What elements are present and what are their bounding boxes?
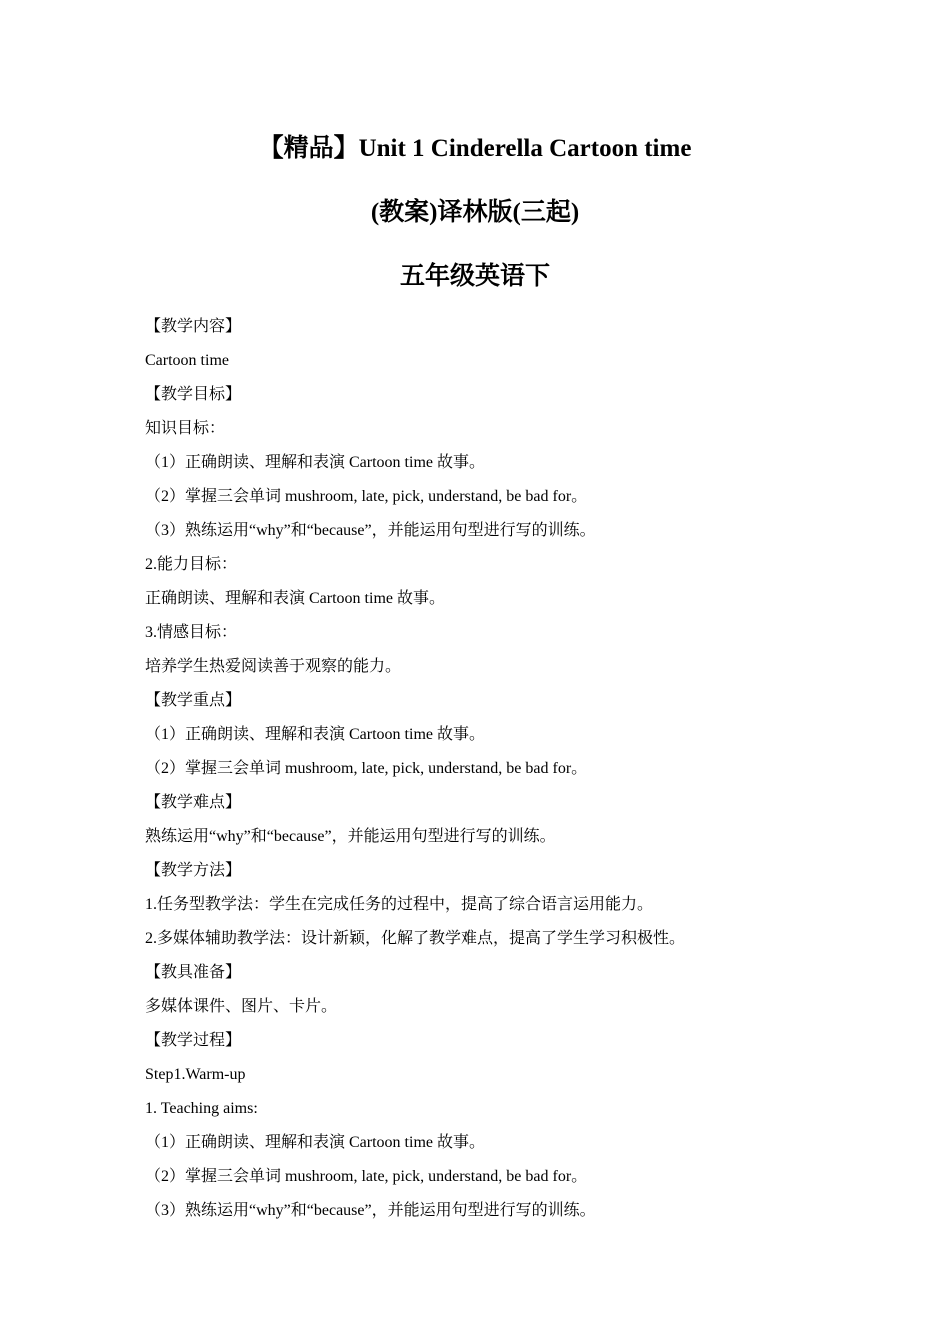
paragraph: 正确朗读、理解和表演 Cartoon time 故事。 <box>145 590 445 607</box>
list-item: （2）掌握三会单词 mushroom, late, pick, understand, be bad for。 <box>145 1168 588 1185</box>
list-item: （1）正确朗读、理解和表演 Cartoon time 故事。 <box>145 726 485 743</box>
paragraph: 知识目标： <box>145 420 226 437</box>
paragraph: Step1.Warm-up <box>145 1066 246 1083</box>
section-heading-objectives: 【教学目标】 <box>145 386 242 403</box>
title-line-1: 【精品】Unit 1 Cinderella Cartoon time <box>258 135 692 162</box>
list-item: （2）掌握三会单词 mushroom, late, pick, understand, be bad for。 <box>145 760 588 777</box>
section-heading-key-points: 【教学重点】 <box>145 692 242 709</box>
paragraph: 3.情感目标： <box>145 624 238 641</box>
section-heading-difficulties: 【教学难点】 <box>145 794 242 811</box>
list-item: 1.任务型教学法：学生在完成任务的过程中，提高了综合语言运用能力。 <box>145 896 654 913</box>
list-item: （2）掌握三会单词 mushroom, late, pick, understand, be bad for。 <box>145 488 588 505</box>
paragraph: 2.能力目标： <box>145 556 238 573</box>
list-item: （1）正确朗读、理解和表演 Cartoon time 故事。 <box>145 1134 485 1151</box>
title-line-2: (教案)译林版(三起) <box>370 199 580 226</box>
section-heading-content: 【教学内容】 <box>145 318 242 335</box>
paragraph: 多媒体课件、图片、卡片。 <box>145 998 338 1015</box>
section-heading-process: 【教学过程】 <box>145 1032 242 1049</box>
paragraph: 1. Teaching aims: <box>145 1100 258 1117</box>
section-heading-materials: 【教具准备】 <box>145 964 242 981</box>
paragraph: 培养学生热爱阅读善于观察的能力。 <box>145 658 402 675</box>
document-body <box>145 313 905 1231</box>
list-item: （3）熟练运用“why”和“because”，并能运用句型进行写的训练。 <box>145 522 596 539</box>
title-line-3: 五年级英语下 <box>399 263 550 290</box>
list-item: （1）正确朗读、理解和表演 Cartoon time 故事。 <box>145 454 485 471</box>
section-heading-methods: 【教学方法】 <box>145 862 242 879</box>
paragraph: Cartoon time <box>145 352 229 369</box>
paragraph: 熟练运用“why”和“because”，并能运用句型进行写的训练。 <box>145 828 556 845</box>
list-item: 2.多媒体辅助教学法：设计新颖，化解了教学难点，提高了学生学习积极性。 <box>145 930 686 947</box>
list-item: （3）熟练运用“why”和“because”，并能运用句型进行写的训练。 <box>145 1202 596 1219</box>
